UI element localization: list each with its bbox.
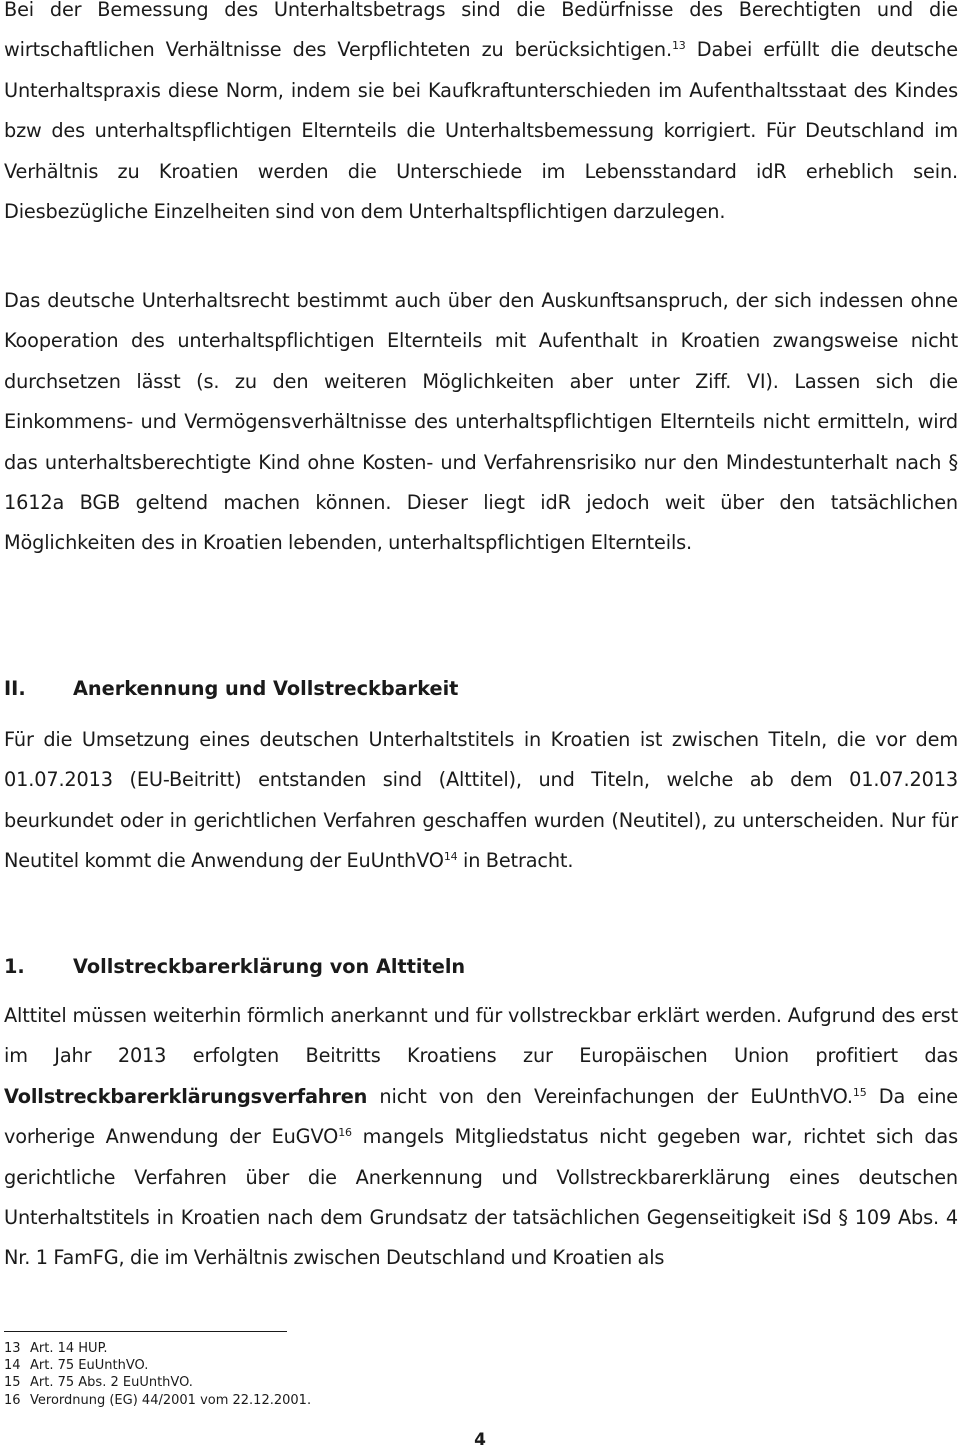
footnote-text: Art. 75 Abs. 2 EuUnthVO. [30, 1375, 193, 1391]
paragraph-text: Bei der Bemessung des Unterhaltsbetrags sind die Bedürfnisse des Berechtigten und die wirtschaftlichen Verhältnisse des Verpflichteten zu berücksichtigen. [4, 0, 958, 62]
footnote-number: 14 [4, 1358, 21, 1374]
footnote-text: Art. 75 EuUnthVO. [30, 1358, 149, 1374]
footnote [4, 1374, 604, 1391]
section-heading-1 [4, 954, 958, 980]
footnote-text: Verordnung (EG) 44/2001 vom 22.12.2001. [30, 1392, 312, 1408]
section-heading-ii [4, 676, 958, 702]
paragraph-text: Alttitel müssen weiterhin förmlich anerkannt und für vollstreckbar erklärt werden. Aufgrund des erst im Jahr 2013 erfolgten Beitritts Kroatiens zur Europäischen Union profitiert das [4, 1004, 958, 1068]
page-number: 4 [474, 1430, 486, 1450]
footnote-ref-16[interactable]: 16 [338, 1126, 352, 1140]
footnote [4, 1340, 604, 1357]
section-number: 1. [4, 955, 25, 978]
footnote-text: Art. 14 HUP. [30, 1341, 108, 1356]
paragraph-auskunft: Das deutsche Unterhaltsrecht bestimmt auch über den Auskunftsanspruch, der sich indessen ohne Kooperation des unterhaltspflichtigen Elternteils mit Aufenthalt in Kroatien zwangsweise nicht durchsetzen lässt (s. zu den weiteren Möglichkeiten aber unter Ziff. VI). Lassen sich die Einkommens- und Vermögensverhältnisse des unterhaltspflichtigen Elternteils nicht ermitteln, wird das unterhaltsberechtigte Kind ohne Kosten- und Verfahrensrisiko nur den Mindestunterhalt nach § 1612a BGB geltend machen können. Dieser liegt idR jedoch weit über den tatsächlichen Möglichkeiten des in Kroatien lebenden, unterhaltspflichtigen Elternteils. [4, 289, 958, 555]
footnote-number: 15 [4, 1375, 21, 1391]
footnote-separator [4, 1331, 287, 1332]
footnote [4, 1357, 604, 1374]
section-title: Anerkennung und Vollstreckbarkeit [73, 677, 459, 700]
paragraph-text: Für die Umsetzung eines deutschen Unterhaltstitels in Kroatien ist zwischen Titeln, die vor dem 01.07.2013 (EU-Beitritt) entstanden sind (Alttitel), und Titeln, welche ab dem 01.07.2013 beurkundet oder in gerichtlichen Verfahren geschaffen wurden (Neutitel), zu unterscheiden. Nur für Neutitel kommt die Anwendung der EuUnthVO [4, 728, 958, 873]
section-number: II. [4, 677, 26, 700]
paragraph-text: Dabei erfüllt die deutsche Unterhaltspraxis diese Norm, indem sie bei Kaufkraftunterschieden im Aufenthaltsstaat des Kindes bzw des unterhaltspflichtigen Elternteils die Unterhaltsbemessung korrigiert. Für Deutschland im Verhältnis zu Kroatien werden die Unterschiede im Lebensstandard idR erheblich sein. Diesbezügliche Einzelheiten sind von dem Unterhaltspflichtigen darzulegen. [4, 38, 958, 224]
section-title: Vollstreckbarerklärung von Alttiteln [73, 955, 466, 978]
paragraph-text: in Betracht. [457, 849, 574, 873]
footnote-ref-14[interactable]: 14 [443, 850, 458, 864]
footnote-number: 16 [4, 1392, 21, 1408]
footnote-ref-15[interactable]: 15 [852, 1085, 867, 1099]
paragraph-text: Da eine vorherige Anwendung der EuGVO [4, 1084, 958, 1149]
paragraph-text: nicht von den Vereinfachungen der EuUnthVO. [367, 1084, 853, 1108]
footnote-ref-13[interactable]: 13 [671, 39, 686, 53]
paragraph-bemessung [4, 0, 958, 232]
footnotes [4, 1340, 604, 1409]
bold-term: Vollstreckbarerklärungsverfahren [4, 1084, 368, 1108]
footnote-number: 13 [4, 1341, 21, 1356]
paragraph-text: mangels Mitgliedstatus nicht gegeben war, richtet sich das gerichtliche Verfahren über die Anerkennung und Vollstreckbarerklärung eines deutschen Unterhaltstitels in Kroatien nach dem Grundsatz der tatsächlichen Gegenseitigkeit iSd § 109 Abs. 4 Nr. 1 FamFG, die im Verhältnis zwischen Deutschland und Kroatien als [4, 1125, 958, 1270]
paragraph-umsetzung [4, 720, 958, 882]
footnote [4, 1392, 604, 1409]
paragraph-alttitel [4, 996, 958, 1279]
